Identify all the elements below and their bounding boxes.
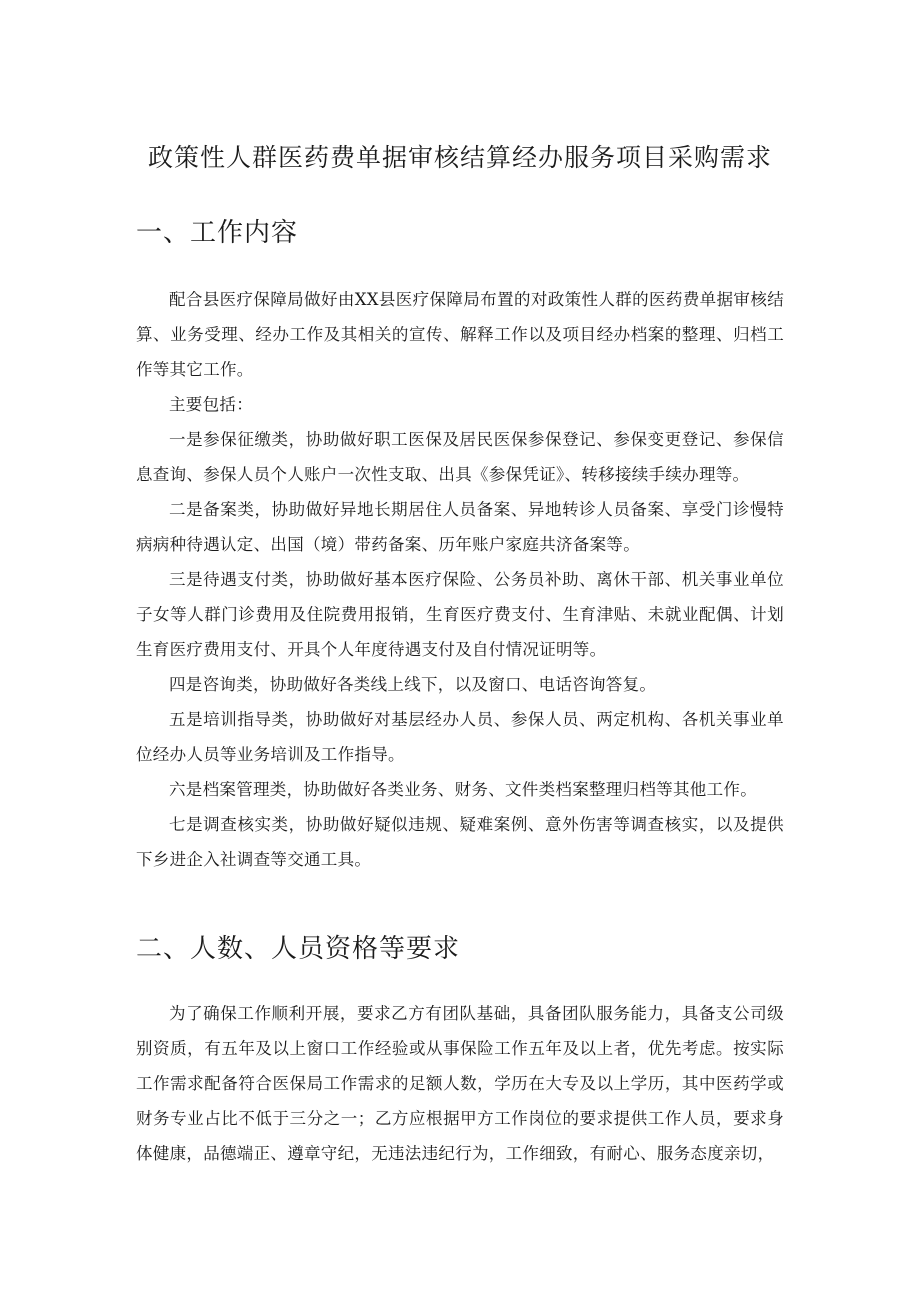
section-heading-staffing-requirements: 二、人数、人员资格等要求: [136, 934, 461, 964]
paragraph: 五是培训指导类，协助做好对基层经办人员、参保人员、两定机构、各机关事业单位经办人员等业务培训及工作指导。: [136, 710, 784, 764]
paragraph: 一是参保征缴类，协助做好职工医保及居民医保参保登记、参保变更登记、参保信息查询、参保人员个人账户一次性支取、出具《参保凭证》、转移接续手续办理等。: [136, 430, 784, 484]
section-body-work-content: [136, 282, 784, 877]
paragraph: 二是备案类，协助做好异地长期居住人员备案、异地转诊人员备案、享受门诊慢特病病种待遇认定、出国（境）带药备案、历年账户家庭共济备案等。: [136, 500, 784, 554]
paragraph: 配合县医疗保障局做好由XX县医疗保障局布置的对政策性人群的医药费单据审核结算、业务受理、经办工作及其相关的宣传、解释工作以及项目经办档案的整理、归档工作等其它工作。: [136, 290, 784, 379]
paragraph: 四是咨询类，协助做好各类线上线下，以及窗口、电话咨询答复。: [169, 675, 657, 694]
paragraph: 七是调查核实类，协助做好疑似违规、疑难案例、意外伤害等调查核实，以及提供下乡进企入社调查等交通工具。: [136, 815, 784, 869]
paragraph: 六是档案管理类，协助做好各类业务、财务、文件类档案整理归档等其他工作。: [169, 780, 757, 799]
section-heading-work-content: 一、工作内容: [136, 218, 299, 248]
paragraph: 为了确保工作顺利开展，要求乙方有团队基础，具备团队服务能力，具备支公司级别资质，有五年及以上窗口工作经验或从事保险工作五年及以上者，优先考虑。按实际工作需求配备符合医保局工作需求的足额人数，学历在大专及以上学历，其中医药学或财务专业占比不低于三分之一；乙方应根据甲方工作岗位的要求提供工作人员，要求身体健康，品德端正、遵章守纪，无违法违纪行为，工作细致，有耐心、服务态度亲切，: [136, 1004, 784, 1163]
section-body-staffing-requirements: [136, 996, 784, 1171]
paragraph: 三是待遇支付类，协助做好基本医疗保险、公务员补助、离休干部、机关事业单位子女等人群门诊费用及住院费用报销，生育医疗费支付、生育津贴、未就业配偶、计划生育医疗费用支付、开具个人年度待遇支付及自付情况证明等。: [136, 570, 784, 659]
paragraph: 主要包括：: [169, 395, 253, 414]
document-title: 政策性人群医药费单据审核结算经办服务项目采购需求: [147, 143, 772, 172]
